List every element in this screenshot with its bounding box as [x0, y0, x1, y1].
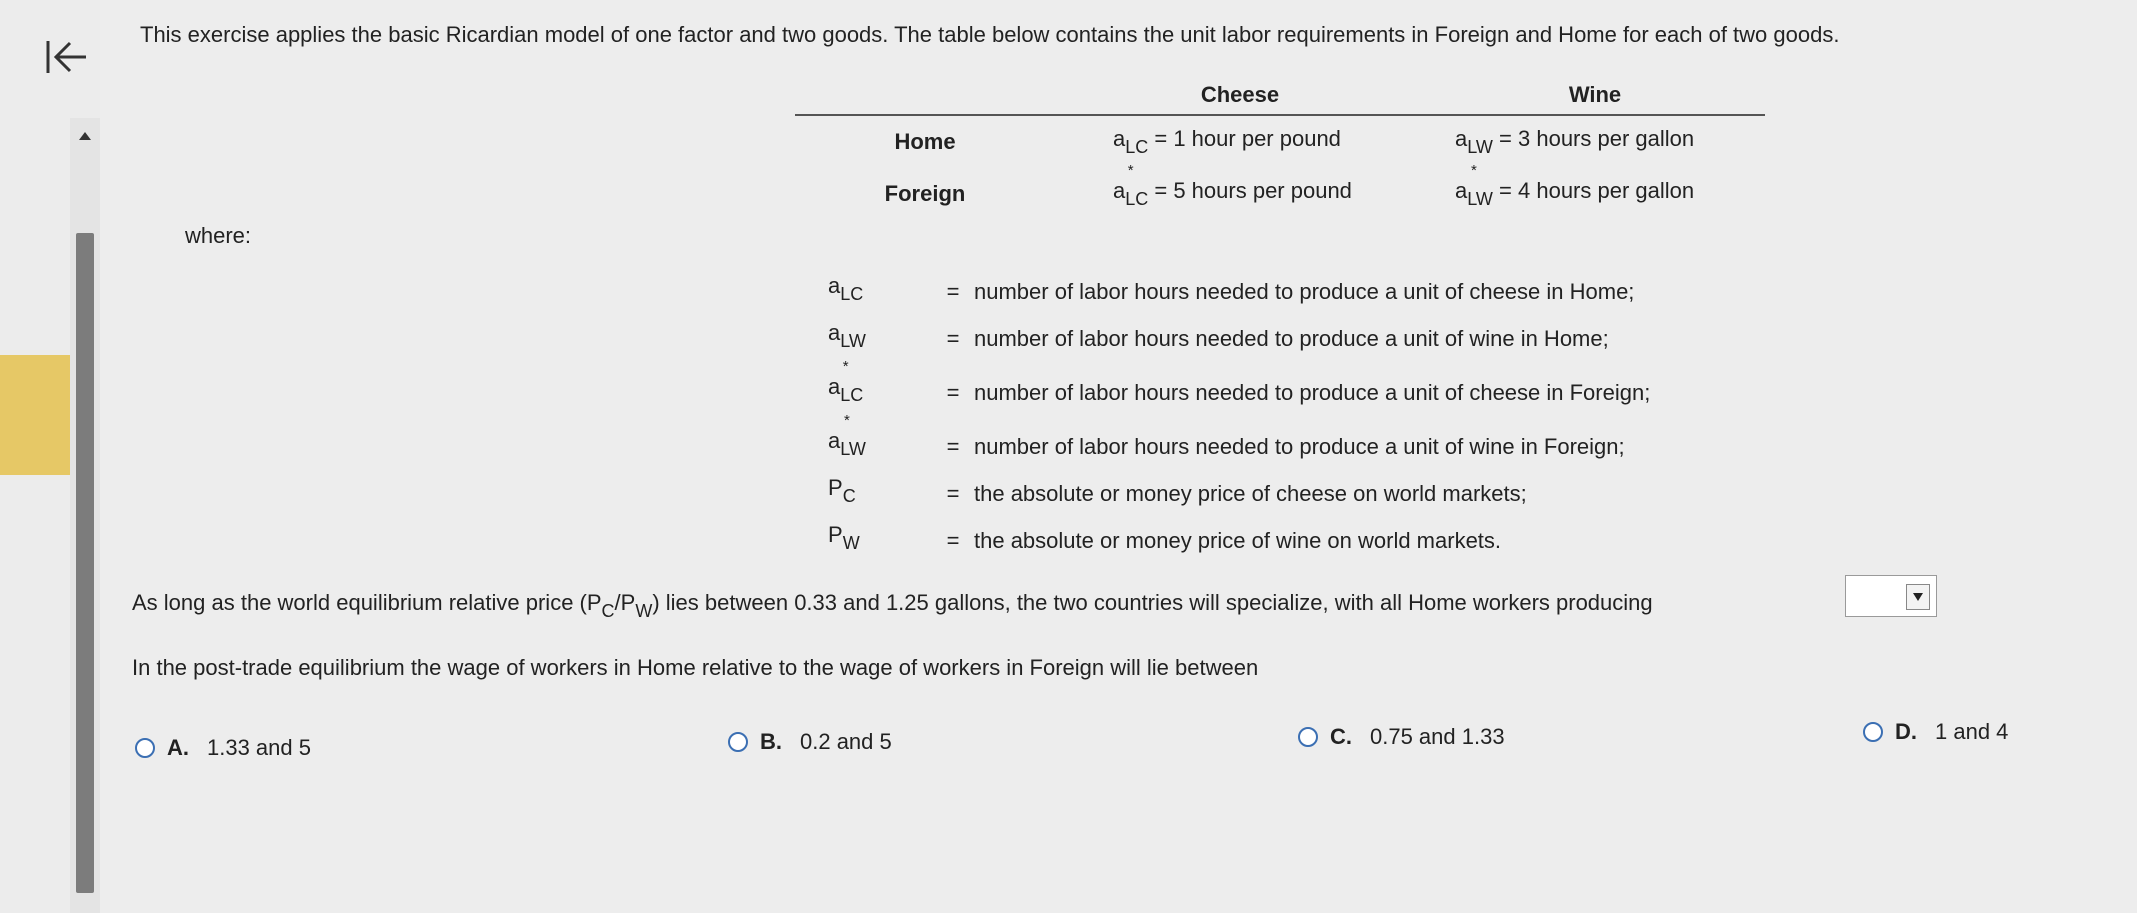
subscript: C: [842, 486, 856, 506]
table-header: [795, 80, 1765, 116]
equals-sign: =: [946, 481, 960, 506]
value: = 1 hour per pound: [1148, 126, 1341, 151]
symbol: a: [828, 428, 841, 453]
symbol: a: [828, 374, 841, 399]
scrollbar-thumb[interactable]: [76, 233, 94, 893]
question-text-pre: As long as the world equilibrium relative price (P: [132, 590, 602, 615]
definition-text: number of labor hours needed to produce a unit of cheese in Home;: [974, 279, 1635, 304]
dropdown-arrow-icon[interactable]: [1906, 584, 1930, 610]
table-row-foreign: [795, 162, 1765, 220]
radio-button[interactable]: [1298, 727, 1318, 747]
option-d[interactable]: [1863, 719, 2008, 745]
equals-sign: =: [946, 380, 960, 405]
definition-text: number of labor hours needed to produce a unit of wine in Foreign;: [974, 434, 1625, 459]
radio-button[interactable]: [728, 732, 748, 752]
subscript: W: [842, 533, 860, 553]
equals-sign: =: [946, 279, 960, 304]
value: = 4 hours per gallon: [1492, 178, 1695, 203]
star-marker: *: [1471, 162, 1477, 179]
definition-row: [828, 258, 1650, 305]
star-marker: *: [842, 358, 849, 375]
definition-row: [828, 507, 1650, 554]
header-wine: Wine: [1568, 82, 1622, 107]
foreign-wine-requirement: [1425, 162, 1765, 210]
side-accent-bar: [0, 355, 70, 475]
option-letter: B.: [760, 729, 782, 754]
symbol: P: [828, 522, 843, 547]
radio-button[interactable]: [1863, 722, 1883, 742]
option-a[interactable]: [135, 735, 311, 761]
foreign-cheese-requirement: [1055, 162, 1425, 210]
question-specialization: [132, 590, 1653, 622]
good-select-dropdown[interactable]: [1845, 575, 1937, 617]
option-text: 1 and 4: [1935, 719, 2009, 744]
question-text-mid: /P: [614, 590, 636, 615]
option-b[interactable]: [728, 729, 892, 755]
row-country: Foreign: [884, 181, 966, 206]
scrollbar[interactable]: [70, 118, 101, 913]
home-cheese-requirement: [1055, 126, 1425, 158]
table-row-home: [795, 116, 1765, 168]
subscript: LW: [840, 331, 866, 351]
definition-row: [828, 406, 1650, 460]
labor-requirements-table: [795, 80, 1765, 220]
star-marker: *: [844, 412, 850, 429]
header-cheese: Cheese: [1200, 82, 1280, 107]
symbol: a: [1455, 126, 1468, 151]
question-wage: In the post-trade equilibrium the wage of workers in Home relative to the wage of workers in Foreign will lie between: [132, 655, 1259, 680]
radio-button[interactable]: [135, 738, 155, 758]
symbol: a: [1113, 178, 1126, 203]
option-letter: A.: [167, 735, 189, 760]
subscript: LW: [1467, 137, 1493, 157]
back-arrow-icon: [42, 37, 90, 77]
subscript: LW: [840, 439, 866, 459]
symbol: P: [828, 475, 843, 500]
option-text: 0.75 and 1.33: [1370, 724, 1505, 749]
equals-sign: =: [946, 528, 960, 553]
equals-sign: =: [946, 434, 960, 459]
equals-sign: =: [946, 326, 960, 351]
option-text: 1.33 and 5: [207, 735, 311, 760]
definition-text: number of labor hours needed to produce a unit of wine in Home;: [974, 326, 1609, 351]
subscript: LC: [1125, 137, 1149, 157]
symbol: a: [1113, 126, 1126, 151]
subscript: W: [635, 601, 653, 621]
subscript: LC: [1125, 189, 1149, 209]
definition-row: [828, 460, 1650, 507]
symbol: a: [828, 273, 841, 298]
option-letter: C.: [1330, 724, 1352, 749]
symbol: a: [1455, 178, 1468, 203]
home-wine-requirement: [1425, 126, 1765, 158]
star-marker: *: [1127, 162, 1134, 179]
subscript: LW: [1467, 189, 1493, 209]
intro-text: This exercise applies the basic Ricardian model of one factor and two goods. The table below contains the unit labor requirements in Foreign and Home for each of two goods.: [140, 22, 1840, 47]
option-text: 0.2 and 5: [800, 729, 892, 754]
option-c[interactable]: [1298, 724, 1505, 750]
row-country: Home: [894, 129, 956, 154]
definition-row: [828, 352, 1650, 406]
definition-text: number of labor hours needed to produce a unit of cheese in Foreign;: [974, 380, 1651, 405]
exercise-content: [100, 0, 2137, 913]
value: = 3 hours per gallon: [1492, 126, 1695, 151]
subscript: C: [601, 601, 615, 621]
option-letter: D.: [1895, 719, 1917, 744]
subscript: LC: [840, 284, 864, 304]
back-to-start-button[interactable]: [38, 32, 94, 82]
scroll-up-arrow-icon[interactable]: [70, 126, 100, 146]
subscript: LC: [840, 385, 864, 405]
definition-row: [828, 305, 1650, 352]
where-label: where:: [185, 223, 252, 248]
definition-text: the absolute or money price of wine on world markets.: [974, 528, 1502, 553]
symbol: a: [828, 320, 841, 345]
definition-text: the absolute or money price of cheese on world markets;: [974, 481, 1527, 506]
definitions-list: [828, 258, 1650, 554]
question-text-post: ) lies between 0.33 and 1.25 gallons, the two countries will specialize, with all Home workers producing: [652, 590, 1653, 615]
value: = 5 hours per pound: [1148, 178, 1352, 203]
